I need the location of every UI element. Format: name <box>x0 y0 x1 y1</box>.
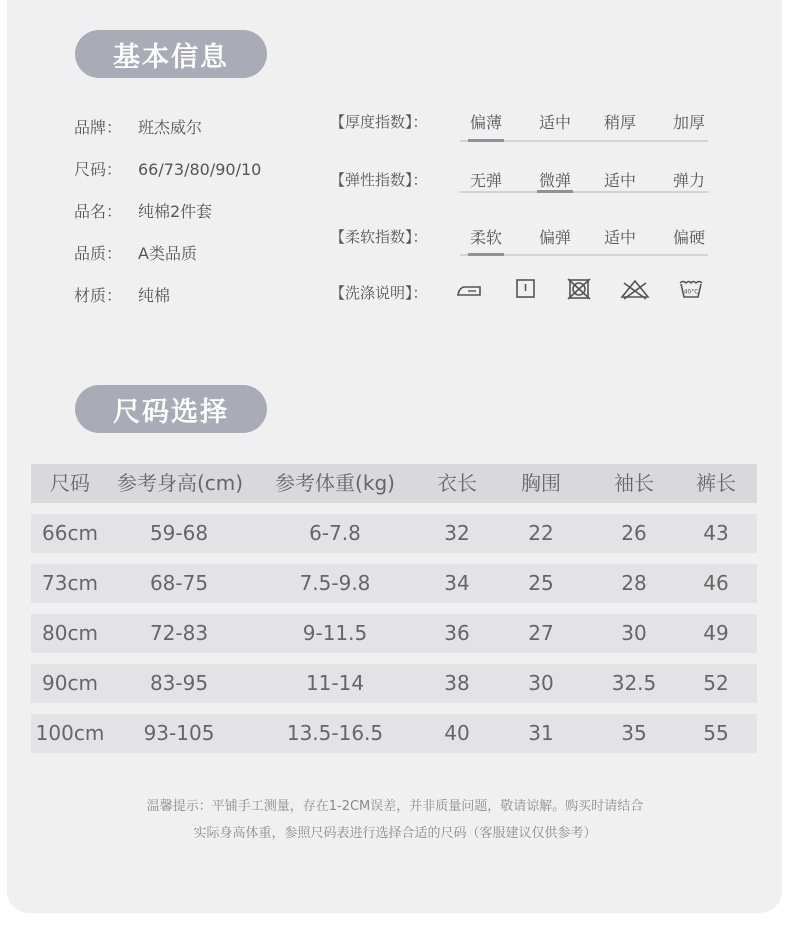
size-select-title: 尺码选择 <box>75 385 267 433</box>
header-cell: 参考身高(cm) <box>116 471 244 495</box>
softness-option: 柔软 <box>469 228 502 247</box>
info-value: 纯棉2件套 <box>138 202 213 221</box>
softness-option: 偏硬 <box>672 228 705 247</box>
table-cell: 25 <box>528 571 554 595</box>
table-row <box>31 564 757 603</box>
table-row <box>31 714 757 753</box>
table-cell: 13.5-16.5 <box>286 721 384 745</box>
table-cell: 100cm <box>35 721 105 745</box>
info-label: 尺码： <box>74 160 123 179</box>
table-cell: 59-68 <box>149 521 209 545</box>
table-cell: 46 <box>703 571 729 595</box>
measurement-note: 温馨提示：平铺手工测量，存在1-2CM误差，并非质量问题，敬请谅解。购买时请结合 <box>146 799 644 814</box>
info-label: 品名： <box>74 202 123 221</box>
thickness-option: 适中 <box>538 113 571 132</box>
table-cell: 40 <box>444 721 470 745</box>
table-cell: 7.5-9.8 <box>299 571 371 595</box>
table-cell: 52 <box>703 671 729 695</box>
header-cell: 胸围 <box>521 471 561 495</box>
info-row-material <box>74 283 170 306</box>
size-table-header <box>31 464 757 503</box>
softness-selected-marker <box>468 253 504 256</box>
table-cell: 6-7.8 <box>309 521 361 545</box>
header-cell: 尺码 <box>50 471 90 495</box>
info-value: 班杰威尔 <box>138 118 203 137</box>
elasticity-option: 无弹 <box>469 171 502 190</box>
table-cell: 93-105 <box>143 721 215 745</box>
softness-option: 偏弹 <box>538 228 571 247</box>
thickness-option: 偏薄 <box>469 113 502 132</box>
elasticity-option: 微弹 <box>538 171 571 190</box>
info-label: 品质： <box>74 244 123 263</box>
table-cell: 43 <box>703 521 729 545</box>
table-cell: 9-11.5 <box>302 621 368 645</box>
table-cell: 32.5 <box>611 671 657 695</box>
table-cell: 28 <box>621 571 647 595</box>
info-value: 66/73/80/90/10 <box>138 160 262 179</box>
table-row <box>31 514 757 553</box>
softness-option: 适中 <box>603 228 636 247</box>
header-cell: 衣长 <box>437 471 477 495</box>
table-cell: 26 <box>621 521 647 545</box>
table-cell: 34 <box>444 571 470 595</box>
dry-flat-icon <box>512 278 538 300</box>
table-cell: 68-75 <box>149 571 209 595</box>
elasticity-option: 弹力 <box>672 171 705 190</box>
info-row-size <box>74 157 261 180</box>
table-cell: 27 <box>528 621 554 645</box>
thickness-option: 稍厚 <box>603 113 636 132</box>
info-label: 材质： <box>74 286 123 305</box>
table-cell: 32 <box>444 521 470 545</box>
table-cell: 73cm <box>42 571 98 595</box>
info-value: 纯棉 <box>138 286 171 305</box>
table-cell: 66cm <box>42 521 98 545</box>
header-cell: 裤长 <box>696 471 736 495</box>
table-row <box>31 664 757 703</box>
measurement-note: 实际身高体重，参照尺码表进行选择合适的尺码（客服建议仅供参考） <box>193 826 597 841</box>
info-row-product-name <box>74 199 212 222</box>
no-tumble-dry-icon <box>566 278 592 300</box>
basic-info-title: 基本信息 <box>75 30 267 78</box>
table-cell: 90cm <box>42 671 98 695</box>
softness-label: 【柔软指数】： <box>330 228 428 246</box>
elasticity-selected-marker <box>537 190 573 193</box>
info-row-brand <box>74 115 202 138</box>
table-cell: 55 <box>703 721 729 745</box>
elasticity-label: 【弹性指数】： <box>330 171 428 189</box>
table-cell: 30 <box>621 621 647 645</box>
table-cell: 22 <box>528 521 554 545</box>
thickness-label: 【厚度指数】： <box>330 113 428 131</box>
table-cell: 38 <box>444 671 470 695</box>
table-cell: 30 <box>528 671 554 695</box>
no-bleach-icon <box>620 278 650 300</box>
info-row-quality <box>74 241 197 264</box>
table-row <box>31 614 757 653</box>
table-cell: 83-95 <box>149 671 209 695</box>
iron-icon <box>456 278 482 300</box>
table-cell: 80cm <box>42 621 98 645</box>
table-cell: 11-14 <box>305 671 365 695</box>
header-cell: 参考体重(kg) <box>275 471 395 495</box>
table-cell: 49 <box>703 621 729 645</box>
thickness-selected-marker <box>468 139 504 142</box>
wash-temp-label: 40°C <box>683 288 699 296</box>
header-cell: 袖长 <box>614 471 654 495</box>
info-label: 品牌： <box>74 118 123 137</box>
table-cell: 72-83 <box>149 621 209 645</box>
info-value: A类品质 <box>138 244 197 263</box>
wash-label: 【洗涤说明】： <box>330 284 428 302</box>
table-cell: 31 <box>528 721 554 745</box>
wash-40-icon <box>678 278 704 300</box>
table-cell: 36 <box>444 621 470 645</box>
elasticity-scale-line <box>460 191 708 193</box>
table-cell: 35 <box>621 721 647 745</box>
elasticity-option: 适中 <box>603 171 636 190</box>
thickness-option: 加厚 <box>672 113 705 132</box>
